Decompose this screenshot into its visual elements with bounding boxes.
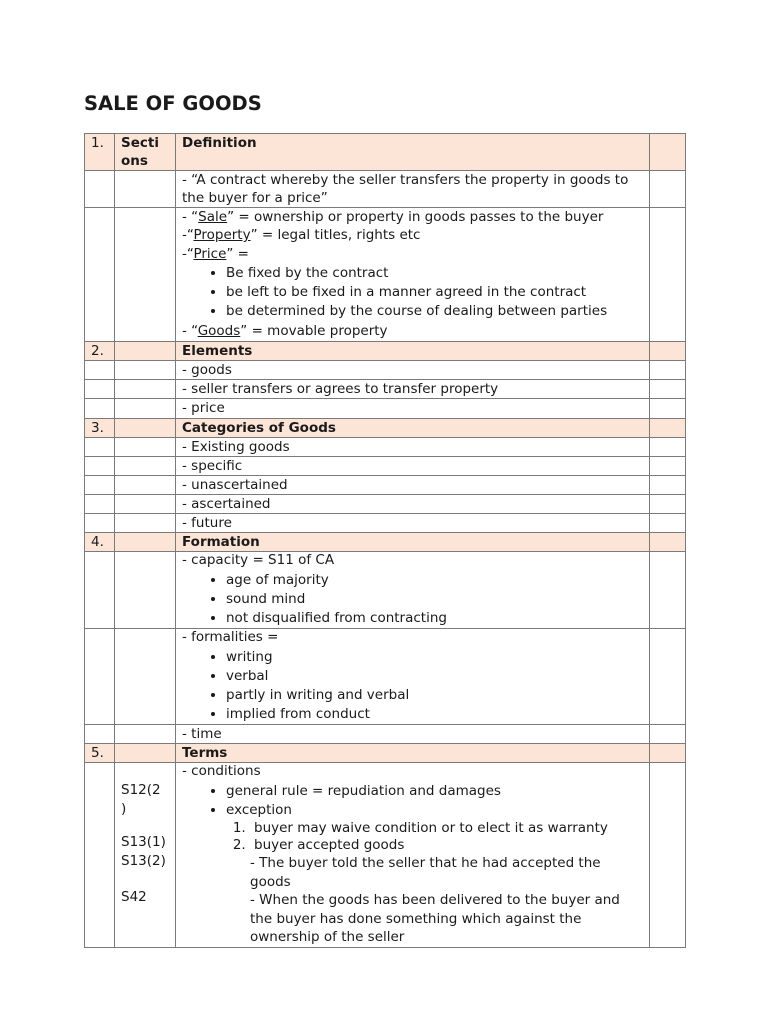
- table-row: [85, 495, 686, 514]
- empty-cell: [650, 134, 686, 171]
- table-row: [85, 514, 686, 533]
- row-text: - unascertained: [176, 476, 650, 495]
- table-row: [85, 629, 686, 725]
- list-item: • not disqualified from contracting: [226, 609, 643, 628]
- sale-definition: - “Sale” = ownership or property in goods passes to the buyer: [182, 209, 604, 225]
- section-ref: S12(2: [121, 782, 161, 798]
- list-item: • general rule = repudiation and damages: [226, 782, 643, 801]
- row-text: - Existing goods: [176, 438, 650, 457]
- list-item: 2. buyer accepted goods: [250, 837, 643, 854]
- table-header-row: [85, 134, 686, 171]
- row-number: 3.: [85, 419, 115, 438]
- list-item: • writing: [226, 648, 643, 667]
- row-number: 4.: [85, 533, 115, 552]
- section-header-row: [85, 419, 686, 438]
- row-text: - price: [176, 399, 650, 419]
- table-row: [85, 438, 686, 457]
- section-heading: Categories of Goods: [176, 419, 650, 438]
- row-text: - future: [176, 514, 650, 533]
- conditions-list: [182, 782, 643, 820]
- table-row: [85, 208, 686, 342]
- section-header-row: [85, 533, 686, 552]
- table-row: [85, 725, 686, 744]
- definition-text: - “A contract whereby the seller transfers the property in goods to the buyer for a price”: [176, 171, 650, 208]
- section-header-row: [85, 744, 686, 763]
- sale-of-goods-table: [84, 133, 686, 948]
- list-item: • partly in writing and verbal: [226, 686, 643, 705]
- capacity-text: - capacity = S11 of CA: [182, 552, 335, 568]
- exception-list: [182, 820, 643, 854]
- row-text: - ascertained: [176, 495, 650, 514]
- section-ref: S42: [121, 889, 147, 905]
- goods-definition: - “Goods” = movable property: [182, 323, 388, 339]
- accepted-goods-note-1: - The buyer told the seller that he had accepted the goods: [250, 855, 601, 890]
- section-references: [115, 763, 176, 948]
- section-ref: S13(1): [121, 834, 166, 850]
- definition-terms-cell: [176, 208, 650, 342]
- table-row: [85, 457, 686, 476]
- table-row: [85, 552, 686, 629]
- table-row: [85, 476, 686, 495]
- price-definition: -“Price” =: [182, 246, 249, 262]
- table-row: [85, 763, 686, 948]
- row-number: 1.: [85, 134, 115, 171]
- list-item: • age of majority: [226, 571, 643, 590]
- table-row: [85, 361, 686, 380]
- section-heading: Terms: [176, 744, 650, 763]
- section-ref: S13(2): [121, 853, 166, 869]
- capacity-list: [182, 571, 643, 628]
- row-number: 2.: [85, 342, 115, 361]
- table-row: [85, 171, 686, 208]
- formalities-list: [182, 648, 643, 724]
- formalities-cell: [176, 629, 650, 725]
- list-item: • exception: [226, 801, 643, 820]
- row-number: 5.: [85, 744, 115, 763]
- definition-header: Definition: [176, 134, 650, 171]
- table-row: [85, 399, 686, 419]
- list-item: • verbal: [226, 667, 643, 686]
- document-title: SALE OF GOODS: [84, 92, 262, 115]
- row-text: - specific: [176, 457, 650, 476]
- sections-header: Secti ons: [115, 134, 176, 171]
- accepted-goods-note-2: - When the goods has been delivered to the buyer and the buyer has done something which against the ownership of the seller: [250, 892, 620, 945]
- price-list: [182, 264, 643, 321]
- row-text: - seller transfers or agrees to transfer property: [176, 380, 650, 399]
- list-item: • Be fixed by the contract: [226, 264, 643, 283]
- section-heading: Formation: [176, 533, 650, 552]
- list-item: • be determined by the course of dealing between parties: [226, 302, 643, 321]
- conditions-text: - conditions: [182, 763, 261, 779]
- list-item: • implied from conduct: [226, 705, 643, 724]
- row-text: - goods: [176, 361, 650, 380]
- capacity-cell: [176, 552, 650, 629]
- terms-cell: [176, 763, 650, 948]
- list-item: 1. buyer may waive condition or to elect it as warranty: [250, 820, 643, 837]
- table-row: [85, 380, 686, 399]
- property-definition: -“Property” = legal titles, rights etc: [182, 227, 421, 243]
- section-heading: Elements: [176, 342, 650, 361]
- formalities-text: - formalities =: [182, 629, 279, 645]
- list-item: • be left to be fixed in a manner agreed in the contract: [226, 283, 643, 302]
- section-header-row: [85, 342, 686, 361]
- row-text: - time: [176, 725, 650, 744]
- list-item: • sound mind: [226, 590, 643, 609]
- section-ref: ): [121, 801, 127, 817]
